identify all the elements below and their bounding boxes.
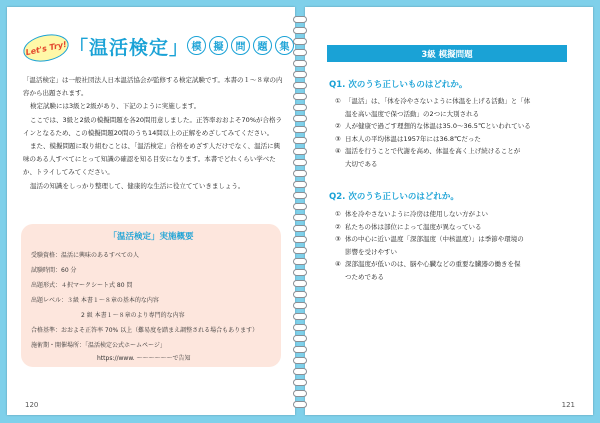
binding-ring (293, 335, 307, 342)
binding-ring (293, 291, 307, 298)
binding-ring (293, 148, 307, 155)
paragraph: 「温活検定」は一般社団法人日本温活協会が監修する検定試験です。本書の１～８章の内容から出題されます。 (23, 76, 283, 98)
overview-line: 試験時間：60 分 (31, 267, 77, 274)
title-block (21, 27, 291, 67)
overview-line: 2 級 本書１～８章のより専門的な内容 (81, 312, 185, 319)
binding-ring (293, 280, 307, 287)
option: ① 「温活」は、「体を冷やさないように体温を上げる活動」と「体 温を高い温度で保つ活動」の2つに大別される (335, 97, 531, 118)
binding-ring (293, 38, 307, 45)
left-page (7, 7, 295, 415)
overview-url: https://www. ～～～～～～で告知 (97, 355, 191, 362)
overview-line: 施術期・開催場所：「温活検定公式ホームページ」 (31, 342, 166, 349)
binding-ring (293, 401, 307, 408)
option: ② 人が健康で過ごす理想的な体温は35.0～36.5℃といわれている (335, 122, 531, 130)
binding-ring (293, 159, 307, 166)
binding-ring (293, 27, 307, 34)
binding-ring (293, 225, 307, 232)
binding-ring (293, 137, 307, 144)
binding-ring (293, 71, 307, 78)
binding-ring (293, 346, 307, 353)
section-header: 3級 模擬問題 (327, 45, 567, 62)
binding-ring (293, 126, 307, 133)
question-2: Q2. 次のうち正しいのはどれか。 (329, 192, 459, 202)
option: ② 私たちの体は部位によって温度が異なっている (335, 222, 482, 231)
title-circle-chars (187, 36, 294, 55)
binding-ring (293, 82, 307, 89)
option: ④ 温活を行うことで代謝を高め、体温を高く上げ続けることが 大切である (335, 147, 521, 168)
binding-ring (293, 324, 307, 331)
binding-ring (293, 258, 307, 265)
binding-ring (293, 192, 307, 199)
overview-line: 受験資格：温活に興味のあるすべての人 (31, 252, 139, 259)
binding-ring (293, 368, 307, 375)
circle-char: 擬 (209, 36, 228, 55)
binding-ring (293, 214, 307, 221)
option: ① 体を冷やさないように冷房は使用しない方がよい (335, 210, 488, 218)
paragraph: また、模擬問題に取り組むことは、「温活検定」合格をめざす人だけでなく、温活に興味のある人すべてにとって知識の確認を知る目安になります。本書でどれくらい学べたか、トライしてみてください。 (23, 142, 281, 177)
binding-ring (293, 104, 307, 111)
intro-text (23, 74, 285, 193)
option: ③ 日本人の平均体温は1957年には36.8℃だった (335, 134, 481, 143)
circle-char: 題 (253, 36, 272, 55)
binding-ring (293, 269, 307, 276)
overview-title: 「温活検定」実施概要 (108, 232, 194, 242)
circle-char: 模 (187, 36, 206, 55)
overview-line: 出題レベル：３級 本書１～８章の基本的な内容 (31, 297, 159, 304)
circle-char: 問 (231, 36, 250, 55)
paragraph: ここでは、3級と2級の模擬問題を各20問用意しました。正答率おおよそ70%が合格ラインとなるため、この模擬問題20問のうち14問以上の正解をめざしてみてください。 (23, 115, 282, 137)
binding-ring (293, 93, 307, 100)
circle-char: 集 (275, 36, 294, 55)
binding-ring (293, 115, 307, 122)
right-page (305, 7, 593, 415)
binding-ring (293, 181, 307, 188)
page-number: 121 (561, 401, 575, 409)
binding-ring (293, 379, 307, 386)
lets-try-badge: Let's Try! (21, 31, 71, 66)
question-1-options (335, 95, 563, 170)
binding-ring (293, 16, 307, 23)
binding-ring (293, 49, 307, 56)
binding-ring (293, 390, 307, 397)
option: ④ 深部温度が低いのは、脳や心臓などの重要な臓器の働きを保 つためである (335, 260, 521, 281)
question-2-options (335, 208, 563, 283)
binding-ring (293, 247, 307, 254)
binding-ring (293, 236, 307, 243)
binding-ring (293, 357, 307, 364)
overview-line: 合格基準：おおよそ正答率 70% 以上（難易度を踏まえ調整される場合もあります） (31, 327, 259, 334)
overview-line: 出題形式：４択マークシート式 80 問 (31, 282, 133, 289)
binding-ring (293, 60, 307, 67)
binding-ring (293, 313, 307, 320)
exam-overview-box (21, 224, 281, 367)
paragraph: 温活の知識をしっかり整理して、健康的な生活に役立てていきましょう。 (30, 181, 245, 190)
question-1: Q1. 次のうち正しいものはどれか。 (329, 80, 468, 90)
page-title: 「温活検定」 (69, 37, 190, 59)
paragraph: 検定試験には3級と2級があり、下記のように実施します。 (30, 102, 201, 111)
page-number: 120 (25, 401, 39, 409)
option: ③ 体の中心に近い温度「深部温度（中核温度）」は季節や環境の 影響を受けやすい (335, 235, 524, 256)
binding-ring (293, 203, 307, 210)
binding-ring (293, 302, 307, 309)
binding-ring (293, 170, 307, 177)
